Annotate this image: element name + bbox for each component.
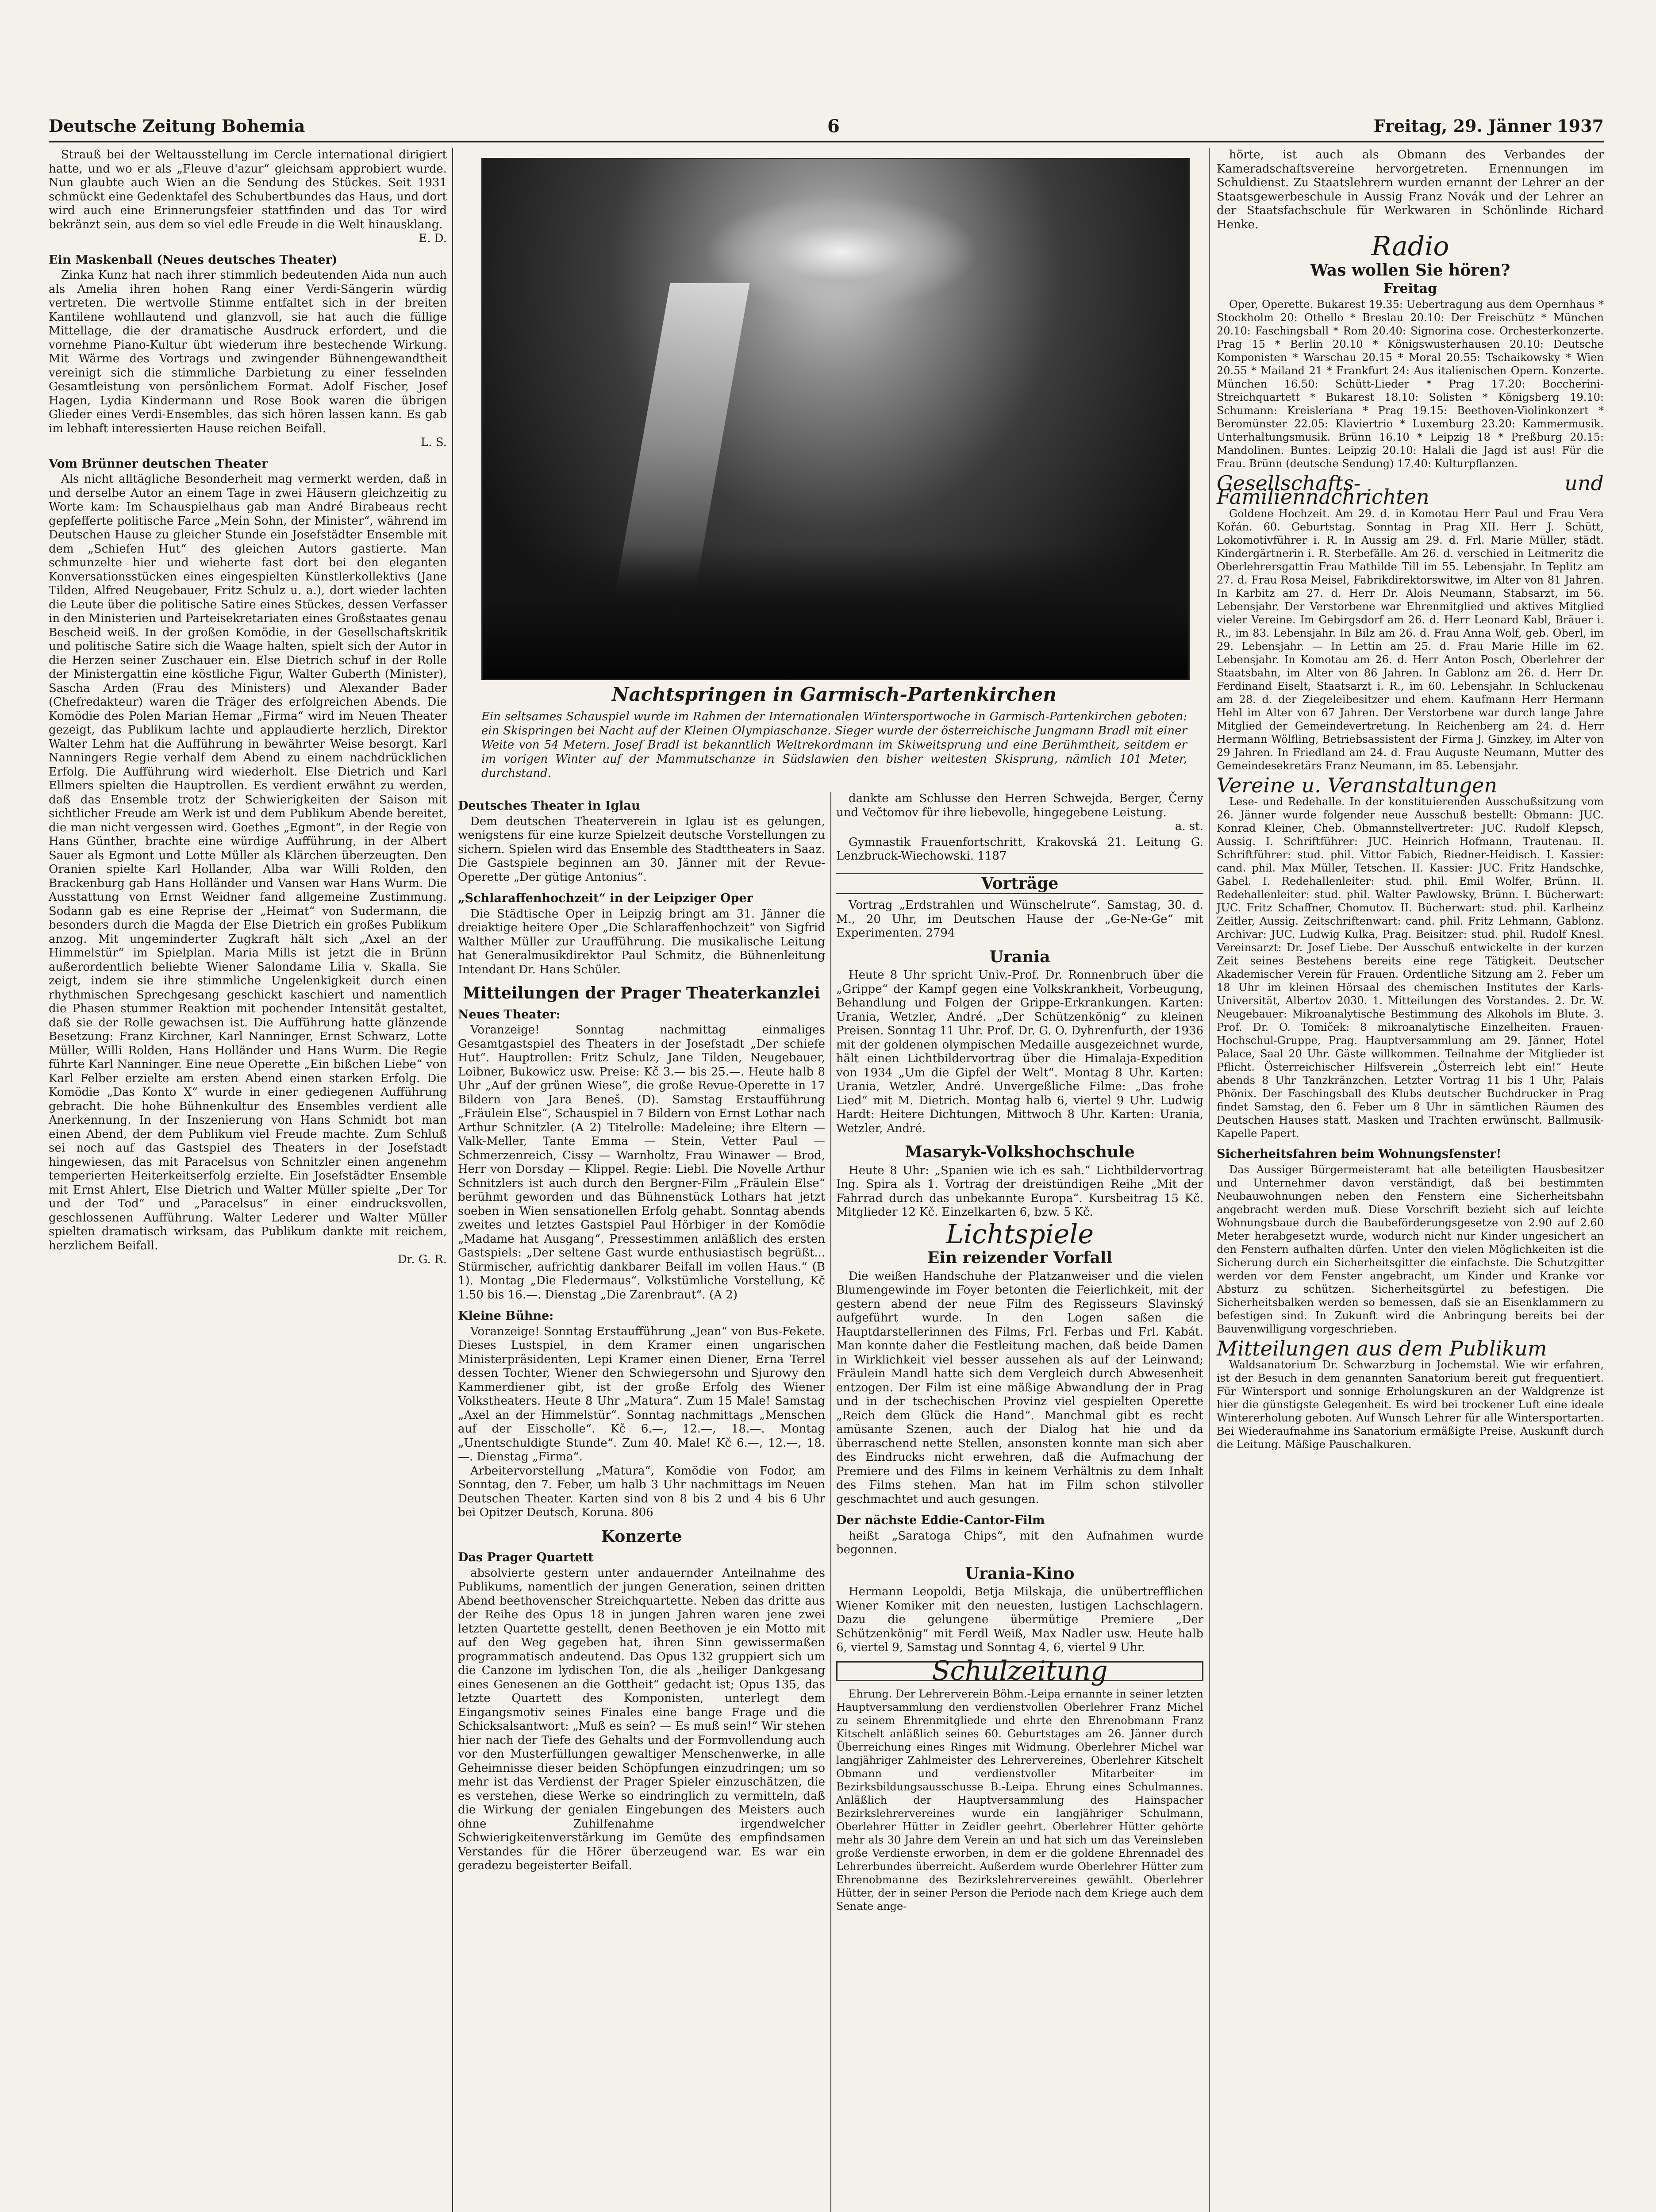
page-number: 6 [827, 116, 840, 137]
article-text: Gymnastik Frauenfortschritt, Krakovská 21. Leitung G. Lenzbruck-Wiechowski. 1187 [836, 835, 1203, 863]
column-divider [1209, 148, 1210, 2212]
article-text: hörte, ist auch als Obmann des Verbandes der Kameradschaftsvereine hervorgetreten. Ernennungen im Schuldienst. Zu Staatslehrern wurden ernannt der Lehrer an der Staatsgewerbeschule in Aussig Franz Novák und der Lehrer an der Staatsfachschule für Werkwaren in Schönlinde Richard Henke. [1217, 148, 1604, 231]
column-divider [830, 792, 831, 2212]
article-heading: Was wollen Sie hören? [1310, 261, 1510, 280]
article-heading: Neues Theater: [458, 1007, 561, 1022]
caption-title: Nachtspringen in Garmisch-Partenkirchen [612, 684, 1057, 705]
article-text: Die weißen Handschuhe der Platzanweiser und die vielen Blumengewinde im Foyer betonten die Feierlichkeit, mit der gestern abend der neue Film des Regisseurs Slavinský aufgeführt wurde. In den Logen saßen die Hauptdarstellerinnen des Films, Frl. Ferbas und Frl. Kabát. Man konnte daher die Festleitung machen, daß beide Damen in Wirklichkeit viel besser aussehen als auf der Leinwand; Fräulein Mandl hatte sich dem Vergleich durch Abwesenheit entzogen. Der Film ist eine mäßige Abwandlung der in Prag und in der tschechischen Provinz viel gespielten Operette „Reich dem Glück die Hand“. Manchmal gibt es recht amüsante Szenen, auch der Dialog hat hie und da überraschend nette Stellen, ansonsten konnte man sich aber des Eindrucks nicht erwehren, daß die Aufmachung der Premiere und des Films in keinem Verhältnis zu dem Inhalt des Films stehen. Man hat im Film schon stilvoller geschmachtet und auch gesungen. [836, 1269, 1203, 1506]
section-title: Vorträge [836, 873, 1203, 895]
header-rule [49, 141, 1604, 142]
article-signature: L. S. [421, 436, 447, 449]
article-heading: Ein Maskenball (Neues deutsches Theater) [49, 253, 338, 267]
article-text: Dem deutschen Theaterverein in Iglau ist es gelungen, wenigstens für eine kurze Spielzeit deutsche Vorstellungen zu sichern. Spielen wird das Ensemble des Stadttheaters in Saaz. Die Gastspiele beginnen am 30. Jänner mit der Revue-Operette „Der gütige Antonius“. [458, 814, 825, 884]
article-text: Strauß bei der Weltausstellung im Cercle international dirigiert hatte, und wo er als „Fleuve d'azur“ gleichsam approbiert wurde. Nun glaubte auch Wien an die Sendung des Stückes. Seit 1931 schmückt eine Gedenktafel des Schubertbundes das Haus, und dort wird auch eine Erinnerungsfeier stattfinden und das Tor wird bekränzt sein, aus dem so viel edle Freude in die Welt hinausklang. [49, 148, 447, 231]
article-signature: Dr. G. R. [397, 1253, 447, 1266]
article-text: Vortrag „Erdstrahlen und Wünschelrute“. Samstag, 30. d. M., 20 Uhr, im Deutschen Hause der „Ge-Ne-Ge“ mit Experimenten. 2794 [836, 899, 1203, 940]
article-text: Arbeitervorstellung „Matura“, Komödie von Fodor, am Sonntag, den 7. Feber, um halb 3 Uhr nachmittags im Neuen Deutschen Theater. Karten sind von 8 bis 2 und 4 bis 6 Uhr bei Opitzer Deutsch, Koruna. 806 [458, 1464, 825, 1519]
issue-date: Freitag, 29. Jänner 1937 [1373, 116, 1604, 136]
section-title: Lichtspiele [946, 1218, 1094, 1250]
article-text: Das Aussiger Bürgermeisteramt hat alle beteiligten Hausbesitzer und Unternehmer davon verständigt, daß bei bestimmten Neubauwohnungen neben den Fenstern eine Sicherheitsbahn angebracht werden muß. Diese Vorschrift bezieht sich auf leichte Wohnungsbaue durch die Baubeförderungsgesetze von 2.90 auf 2.60 Meter herabgesetzt wurde, wodurch nicht nur Kinder ungesichert an den Fenstern aufhalten dürfen. Unter den vielen Möglichkeiten ist die Sicherung durch ein Sicherheitsgitter die einfachste. Die Schutzgitter werden vor dem Fenster angebracht, um Kinder und Kranke vor Absturz zu schützen. Sicherheitsgürtel zu befestigen. Die Sicherheitsbalken werden so bemessen, daß sie an Eisenklammern zu befestigen sind. In Zukunft wird die Anbringung bereits bei der Bauvenwilligung vorgeschrieben. [1217, 1163, 1604, 1335]
article-heading: Urania-Kino [965, 1564, 1075, 1583]
article-text: Heute 8 Uhr spricht Univ.-Prof. Dr. Ronnenbruch über die „Grippe“ der Kampf gegen eine Volkskrankheit, Vorbeugung, Behandlung und Folgen der Grippe-Erkrankungen. Karten: Urania, Wetzler, André. „Der Schützenkönig“ zu kleinen Preisen. Sonntag 11 Uhr. Prof. Dr. G. O. Dyhrenfurth, der 1936 mit der goldenen olympischen Medaille ausgezeichnet wurde, hält einen Lichtbildervortrag über die Himalaja-Expedition von 1934 „Um die Gipfel der Welt“. Montag 8 Uhr. Karten: Urania, Wetzler, André. Unvergeßliche Filme: „Das frohe Lied“ mit M. Dietrich. Montag halb 6, viertel 9 Uhr. Ludwig Hardt: Heitere Dichtungen, Mittwoch 8 Uhr. Karten: Urania, Wetzler, André. [836, 968, 1203, 1135]
page-header [49, 116, 1604, 142]
article-heading: Freitag [1383, 281, 1437, 296]
ski-jump-photo [481, 158, 1190, 680]
article-heading: Der nächste Eddie-Cantor-Film [836, 1513, 1045, 1527]
section-title: Mitteilungen der Prager Theaterkanzlei [463, 984, 820, 1002]
column-3 [836, 792, 1203, 1913]
article-heading: Deutsches Theater in Iglau [458, 799, 640, 813]
section-title: Urania [989, 947, 1050, 966]
article-text: Die Städtische Oper in Leipzig bringt am 31. Jänner die dreiaktige heitere Oper „Die Schlaraffenhochzeit“ von Sigfrid Walther Müller zur Uraufführung. Die musikalische Leitung hat Generalmusikdirektor Paul Schmitz, die Bühnenleitung Intendant Dr. Hans Schüler. [458, 907, 825, 976]
photo-caption [481, 684, 1187, 780]
article-text: absolvierte gestern unter andauernder Anteilnahme des Publikums, namentlich der jungen Generation, seinen dritten Abend beethovenscher Streichquartette. Neben das dritte aus der Reihe des Opus 18 in jungen Jahren waren jene zwei letzten Quartette gestellt, denen Beethoven je ein Motto mit auf den Weg gegeben hat, ihren Sinn gewissermaßen programmatisch andeutend. Das Opus 132 gruppiert sich um die Canzone im lydischen Ton, die als „heiliger Dankgesang eines Genesenen an die Gottheit“ gedacht ist; Opus 135, das letzte Quartett des Komponisten, unterlegt dem Eingangsmotiv seines Finales eine bange Frage und die Schicksalsantwort: „Muß es sein? — Es muß sein!“ Wir stehen hier nach der Tiefe des Gehalts und der Formvollendung auch vor den Musterfüllungen gewaltiger Menschenwerke, in alle Geheimnisse dieser beiden Schöpfungen einzudringen; um so mehr ist das Verdienst der Prager Spieler einzuschätzen, die es verstehen, diese Werke so eindringlich zu vermitteln, daß die Wirkung der genialen Eingebungen des Meisters auch ohne Zuhilfenahme irgendwelcher Schwierigkeitenverstärkung im Gemüte des empfindsamen Verstandes für die Hörer überzeugend war. Es war ein geradezu begeisterter Beifall. [458, 1566, 825, 1872]
column-1 [49, 148, 447, 1269]
column-divider [452, 148, 453, 2212]
article-text: Goldene Hochzeit. Am 29. d. in Komotau Herr Paul und Frau Vera Kořán. 60. Geburtstag. Sonntag in Prag XII. Herr J. Schütt, Lokomotivführer i. R. In Aussig am 29. d. Frl. Marie Müller, städt. Kindergärtnerin i. R. Sterbefälle. Am 26. d. verschied in Leitmeritz die Oberlehrersgattin Frau Mathilde Till im 55. Lebensjahr. In Teplitz am 27. d. Frau Rosa Meisel, Fabrikdirektorswitwe, im Alter von 81 Jahren. In Karbitz am 27. d. Herr Dr. Alois Neumann, Stabsarzt, im 56. Lebensjahr. Der Verstorbene war Ehrenmitglied und aktives Mitglied vieler Vereine. Im Gebirgsdorf am 26. d. Herr Leonard Kabl, Bräuer i. R., im 83. Lebensjahr. In Bilz am 26. d. Frau Anna Wolf, geb. Oberl, im 29. Lebensjahr. — In Lettin am 25. d. Frau Marie Hille im 62. Lebensjahr. In Komotau am 26. d. Herr Anton Posch, Oberlehrer der Staatsbahn, im Alter von 86 Jahren. In Gablonz am 26. d. Herr Dr. Ferdinand Eiselt, Staatsarzt i. R., im 60. Lebensjahr. In Schluckenau am 28. d. der Ziegeleibesitzer und ehem. Kaufmann Herr Hermann Hehl im Alter von 67 Jahren. Der Verstorbene war durch lange Jahre Mitglied der Gemeindevertretung. In Reichenberg am 24. d. Herr Hermann Wölfling, Betriebsassistent der Firma J. Ginzkey, im Alter von 29 Jahren. In Friedland am 24. d. Frau Auguste Neumann, Mutter des Gemeindesekretärs Franz Neumann, im 85. Lebensjahr. [1217, 507, 1604, 772]
article-text: heißt „Saratoga Chips“, mit den Aufnahmen wurde begonnen. [836, 1529, 1203, 1556]
article-heading: „Schlaraffenhochzeit“ in der Leipziger Oper [458, 891, 753, 905]
article-signature: a. st. [1175, 820, 1203, 833]
article-text: Lese- und Redehalle. In der konstituierenden Ausschußsitzung vom 26. Jänner wurde folgender neue Ausschuß bestellt: Obmann: JUC. Konrad Kleiner, Cheb. Obmannstellvertreter: JUC. Rudolf Klepsch, Aussig. I. Schriftführer: JUC. Heinrich Hofmann, Trautenau. II. Schriftführer: stud. phil. Vittor Fabich, Riedner-Heidisch. I. Kassier: cand. phil. Max Müller, Tetschen. II. Kassier: JUC. Fritz Handschke, Gabel. I. Redehallenleiter: stud. phil. Emil Wolfer, Brünn. II. Redehallenleiter: stud. phil. Walter Pawlowsky, Brünn. I. Bücherwart: JUC. Fritz Schaffner, Chomutov. II. Bücherwart: stud. phil. Karlheinz Zeitler, Aussig. Zeitschriftenwart: cand. phil. Fritz Lehmann, Gablonz. Archivar: JUC. Ludwig Kulka, Prag. Beisitzer: stud. phil. Rudolf Knesl. Vereinsarzt: Dr. Josef Liebe. Der Ausschuß entwickelte in der kurzen Zeit seines Bestehens bereits eine rege Tätigkeit. Deutscher Akademischer Verein für Frauen. Ordentliche Sitzung am 2. Feber um 18 Uhr im kleinen Hörsaal des chemischen Institutes der Karls-Universität, Albertov 2030. 1. Mitteilungen des Vorstandes. 2. Dr. W. Neugebauer: Mikroanalytische Bestimmung des Alkohols im Blute. 3. Prof. Dr. O. Tomiček: 8 mikroanalytische Einzelheiten. Frauen-Hochschul-Gruppe, Prag. Hauptversammlung am 29. Jänner, Hotel Palace, Saal 20 Uhr. Gäste willkommen. Teilnahme der Mitglieder ist Pflicht. Österreichischer Hilfsverein „Österreich lebt ein!“ Heute abends 8 Uhr Tanzkränzchen. Letzter Vortrag 11 bis 1 Uhr, Palais Phönix. Der Faschingsball des Klubs deutscher Buchdrucker in Prag findet Samstag, den 6. Feber um 8 Uhr in sämtlichen Räumen des Deutschen Hauses statt. Masken und Trachten erwünscht. Ballmusik-Kapelle Papert. [1217, 795, 1604, 1140]
article-heading: Das Prager Quartett [458, 1551, 594, 1564]
article-text: Ehrung. Der Lehrerverein Böhm.-Leipa ernannte in seiner letzten Hauptversammlung den verdienstvollen Oberlehrer Franz Michel zu seinem Ehrenmitgliede und ehrte den Ehrenobmann Franz Kitschelt anläßlich seines 60. Geburtstages am 26. Jänner durch Überreichung eines Ringes mit Widmung. Oberlehrer Michel war langjähriger Zahlmeister des Lehrervereines, Oberlehrer Kitschelt Obmann und verdienstvoller Mitarbeiter im Bezirksbildungsausschusse B.-Leipa. Ehrung eines Schulmannes. Anläßlich der Hauptversammlung des Hainspacher Bezirkslehrervereines wurde ein langjähriger Schulmann, Oberlehrer Hütter in Zeidler geehrt. Oberlehrer Hütter gehörte mehr als 30 Jahre dem Verein an und hat sich um das Vereinsleben große Verdienste erworben, in dem er die goldene Ehrennadel des Lehrerbundes überreicht. Außerdem wurde Oberlehrer Hütter zum Ehrenobmanne des Bezirkslehrervereines gewählt. Oberlehrer Hütter, der in seiner Person die Periode nach dem Kriege auch dem Senate ange- [836, 1688, 1203, 1912]
article-text: dankte am Schlusse den Herren Schwejda, Berger, Černy und Večtomov für ihre liebevolle, hingegebene Leistung. [836, 792, 1203, 819]
article-text: Hermann Leopoldi, Betja Milskaja, die unübertrefflichen Wiener Komiker mit den neuesten, lustigen Lachschlagern. Dazu die gelungene übermütige Premiere „Der Schützenkönig“ mit Ferdl Weiß, Max Nadler usw. Heute halb 6, viertel 9, Samstag und Sonntag 4, 6, viertel 9 Uhr. [836, 1585, 1203, 1654]
article-signature: E. D. [419, 232, 447, 245]
section-title: Masaryk-Volkshochschule [905, 1143, 1135, 1161]
article-heading: Kleine Bühne: [458, 1309, 554, 1323]
article-text: Waldsanatorium Dr. Schwarzburg in Jochemstal. Wie wir erfahren, ist der Besuch in dem genannten Sanatorium bereit gut frequentiert. Für Wintersport und sonnige Erholungskuren an der Waldgrenze ist hier die günstigste Gelegenheit. Es wird bei trockener Luft eine ideale Wintererholung geboten. Auf Wunsch Lehrer für alle Wintersportarten. Bei Wiederaufnahme ins Sanatorium ermäßigte Preise. Auskunft durch die Leitung. Mäßige Pauschalkuren. [1217, 1359, 1604, 1451]
column-4 [1217, 148, 1604, 1451]
newspaper-title: Deutsche Zeitung Bohemia [49, 116, 305, 136]
section-title: Schulzeitung [836, 1661, 1203, 1682]
article-heading: Sicherheitsfahren beim Wohnungsfenster! [1217, 1147, 1502, 1161]
article-text: Voranzeige! Sonntag Erstaufführung „Jean“ von Bus-Fekete. Dieses Lustspiel, in dem Kramer einen ungarischen Ministerpräsidenten, Lepi Kramer einen Diener, Erna Terrel dessen Tochter, Wiener den Schwiegersohn und Sjurowy den Kammerdiener gibt, ist der große Erfolg des Wiener Volkstheaters. Heute 8 Uhr „Matura“. Zum 15 Male! Samstag „Axel an der Himmelstür“. Sonntag nachmittags „Menschen auf der Eisscholle“. Kč 6.—, 12.—, 18.—. Montag „Unentschuldigte Stunde“. Zum 40. Male! Kč 6.—, 12.—, 18.—. Dienstag „Firma“. [458, 1325, 825, 1463]
section-title: Mitteilungen aus dem Publikum [1217, 1336, 1547, 1360]
article-heading: Vom Brünner deutschen Theater [49, 457, 268, 471]
section-title: Gesellschafts- und Familiennachrichten [1217, 471, 1604, 509]
article-text: Als nicht alltägliche Besonderheit mag vermerkt werden, daß in und derselbe Autor an einem Tage in zwei Häusern gleichzeitig zu Worte kam: Im Schauspielhaus gab man André Birabeaus recht gepfefferte politische Farce „Mein Sohn, der Minister“, während im Deutschen Hause zu gleicher Stunde ein Josefstädter Ensemble mit dem „Schiefen Hut“ des gleichen Autors gastierte. Man schmunzelte hier und wieherte fast dort bei den eleganten Konversationsstücken eines eingespielten Künstlerkollektivs (Jane Tilden, Alfred Neugebauer, Fritz Schulz u. a.), dort wieder lachten die Leute über die politische Satire eines Stückes, dessen Verfasser in den Ministerien und Parteisekretariaten eines Großstaates genau Bescheid weiß. In der großen Komödie, in der Gesellschaftskritik und politische Satire sich die Waage halten, spielt sich der Autor in die Herzen seiner Zuschauer ein. Else Dietrich schuf in der Rolle der Ministergattin eine köstliche Figur, Walter Guberth (Minister), Sascha Arden (Frau des Ministers) und Alexander Bader (Chefredakteur) waren die Träger des erfolgreichen Abends. Die Komödie des Polen Marian Hemar „Firma“ wird im Neuen Theater gezeigt, das Publikum lachte und applaudierte herzlich, Direktor Walter Lehm hat die Aufführung in bewährter Weise besorgt. Karl Nanningers Regie verhalf dem Abend zu einem nachdrücklichen Erfolg. Die Aufführung wird wiederholt. Else Dietrich und Karl Ellmers spielten die Hauptrollen. Es verdient erwähnt zu werden, daß das Ensemble trotz der Schwierigkeiten der Saison mit sichtlicher Freude am Werk ist und dem Publikum Abende bereitet, die man nicht vergessen wird. Goethes „Egmont“, in der Regie von Hans Günther, brachte eine würdige Aufführung, in der Albert Sauer als Egmont und Lotte Müller als Klärchen überzeugten. Den Oranien spielte Karl Hollander, Alba war Willi Rolden, den Brackenburg gab Hans Holländer und Vansen war Hans Wurm. Die Ausstattung von Ernst Weidner fand allgemeine Zustimmung. Sodann gab es eine Reprise der „Heimat“ von Sudermann, die besonders durch die Magda der Else Dietrich ein großes Publikum anzog. Mit ungeminderter Zugkraft hält sich „Axel an der Himmelstür“ im Spielplan. Maria Mills ist jetzt die in Brünn außerordentlich beliebte Wiener Salondame Lilia v. Skalla. Sie zeigt, indem sie ihre stimmliche Ungelenkigkeit durch einen rhythmischen Sprechgesang geschickt kaschiert und namentlich die Phasen stummer Reaktion mit pochender Intensität gestaltet, daß sie der Rolle gewachsen ist. Die Aufführung hatte glänzende Besetzung: Franz Kirchner, Karl Nanninger, Ernst Schwarz, Lotte Müller, Willi Rolden, Hans Holländer und Hans Wurm. Die Regie führte Karl Nanninger. Eine neue Operette „Ein bißchen Liebe“ von Karl Felber erzielte am ersten Abend einen starken Erfolg. Die Komödie „Das Konto X“ wurde in einer gediegenen Aufführung gebracht. Die hohe Bühnenkultur des Ensembles verdient alle Anerkennung. In der Inszenierung von Hans Schmidt bot man einen Abend, der dem Publikum viel Freude machte. Zum Schluß sei noch auf das Gastspiel des Theaters in der Josefstadt hingewiesen, das mit Paracelsus von Schnitzler einen angenehm temperierten Heiterkeitserfolg erzielte. Ein Josefstädter Ensemble mit Ernst Ahlert, Else Dietrich und Walter Müller spielte „Der Tor und der Tod“ und „Paracelsus“ in einer eindrucksvollen, geschlossenen Aufführung. Walter Lederer und Walter Müller spielten dramatisch wirksam, das Publikum dankte mit reichem, herzlichem Beifall. [49, 472, 447, 1252]
spectator-silhouettes [483, 546, 1188, 679]
article-text: Oper, Operette. Bukarest 19.35: Uebertragung aus dem Opernhaus * Stockholm 20: Othello * Breslau 20.10: Der Freischütz * München 20.10: Faschingsball * Rom 20.40: Signorina cose. Orchesterkonzerte. Prag 15 * Berlin 20.10 * Königswusterhausen 20.10: Deutsche Komponisten * Warschau 20.15 * Moral 20.55: Tschaikowsky * Wien 20.55 * Mailand 21 * Frankfurt 24: Aus italienischen Opern. Konzerte. München 16.50: Schütt-Lieder * Prag 17.20: Boccherini-Streichquartett * Bukarest 18.10: Solisten * Königsberg 19.10: Schumann: Kreisleriana * Prag 19.15: Beethoven-Violinkonzert * Beromünster 22.05: Klaviertrio * Luxemburg 23.20: Kammermusik. Unterhaltungsmusik. Brünn 16.10 * Leipzig 18 * Preßburg 20.15: Mandolinen. Buntes. Leipzig 20.10: Halali die Jagd ist aus! Für die Frau. Brünn (deutsche Sendung) 17.40: Kulturpflanzen. [1217, 298, 1604, 470]
section-title: Konzerte [601, 1527, 682, 1546]
article-text: Voranzeige! Sonntag nachmittag einmaliges Gesamtgastspiel des Theaters in der Josefstadt „Der schiefe Hut“. Hauptrollen: Fritz Schulz, Jane Tilden, Neugebauer, Loibner, Bukowicz usw. Preise: Kč 3.— bis 25.—. Heute halb 8 Uhr „Auf der grünen Wiese“, die große Revue-Operette in 17 Bildern von Jara Beneš. (D). Samstag Erstaufführung „Fräulein Else“, Schauspiel in 7 Bildern von Ernst Lothar nach Arthur Schnitzler. (A 2) Titelrolle: Madeleine; ihre Eltern — Valk-Meller, Tante Emma — Stein, Vetter Paul — Schmerzenreich, Cissy — Warnholtz, Frau Winawer — Brod, Herr von Dorsday — Klippel. Regie: Liebl. Die Novelle Arthur Schnitzlers ist auch durch den Bergner-Film „Fräulein Else“ berühmt geworden und das Bühnenstück Lothars hat jetzt soeben in Wien sensationellen Erfolg gehabt. Sonntag abends zweites und letztes Gastspiel Paul Hörbiger in der Komödie „Madame hat Ausgang“. Pressestimmen anläßlich des ersten Gastspiels: „Der seltene Gast wurde enthusiastisch begrüßt... Stürmischer, aufrichtig dankbarer Beifall im vollen Haus.“ (B 1). Montag „Die Fledermaus“. Volkstümliche Vorstellung, Kč 1.50 bis 16.—. Dienstag „Die Zarenbraut“. (A 2) [458, 1023, 825, 1302]
article-heading: Ein reizender Vorfall [927, 1248, 1113, 1267]
article-text: Zinka Kunz hat nach ihrer stimmlich bedeutenden Aida nun auch als Amelia ihren hohen Rang einer Verdi-Sängerin würdig vertreten. Die wertvolle Stimme entfaltet sich in der breiten Kantilene wohllautend und glanzvoll, sie hat auch die füllige Mittellage, die der dramatische Ausdruck erfordert, und die vornehme Piano-Kultur übt wiederum ihre bestechende Wirkung. Mit Wärme des Vortrags und zwingender Bühnengewandtheit vereinigt sich die stimmliche Darbietung zu einer fesselnden Gesamtleistung von persönlichem Format. Adolf Fischer, Josef Hagen, Lydia Kindermann und Rose Book waren die übrigen Glieder eines Verdi-Ensembles, das sich hören lassen kann. Es gab im lebhaft interessierten Hause reichen Beifall. [49, 269, 447, 435]
article-text: Heute 8 Uhr: „Spanien wie ich es sah.“ Lichtbildervortrag Ing. Spira als 1. Vortrag der dreistündigen Reihe „Mit der Fahrrad durch das unbekannte Europa“. Kursbeitrag 15 Kč. Mitglieder 12 Kč. Einzelkarten 6, bzw. 5 Kč. [836, 1164, 1203, 1219]
column-2 [458, 792, 825, 1873]
section-title: Radio [1371, 231, 1449, 262]
section-title: Vereine u. Veranstaltungen [1217, 773, 1498, 797]
caption-text: Ein seltsames Schauspiel wurde im Rahmen der Internationalen Wintersportwoche in Garmisch-Partenkirchen geboten: ein Skispringen bei Nacht auf der Kleinen Olympiaschanze. Sieger wurde der österreichische Jungmann Bradl mit einer Weite von 54 Metern. Josef Bradl ist bekanntlich Weltrekordmann im Skiweitsprung und eine Berühmtheit, seitdem er im vorigen Winter auf der Mammutschanze in Südslawien den bisher weitesten Skisprung, nämlich 101 Meter, durchstand. [481, 710, 1187, 780]
